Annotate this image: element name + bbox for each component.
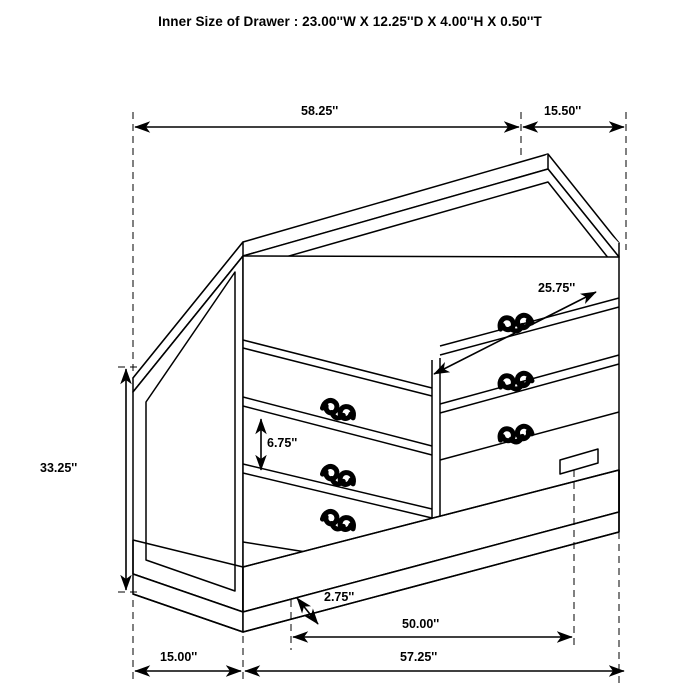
dim-label-side-depth: 15.00'' (160, 650, 198, 664)
dim-label-drawer-diagonal-depth: 25.75'' (538, 281, 576, 295)
dim-label-drawer-front-height: 6.75'' (267, 436, 298, 450)
dim-label-base-front-width: 50.00'' (402, 617, 440, 631)
dim-label-overall-height: 33.25'' (40, 461, 78, 475)
dim-label-base-moulding-height: 2.75'' (324, 590, 355, 604)
dim-label-top-right-segment: 15.50'' (544, 104, 582, 118)
dresser-body (133, 154, 619, 632)
dim-label-overall-top-width: 58.25'' (301, 104, 339, 118)
dim-label-overall-front-width: 57.25'' (400, 650, 438, 664)
page-title: Inner Size of Drawer : 23.00''W X 12.25''D X 4.00''H X 0.50''T (158, 14, 542, 29)
